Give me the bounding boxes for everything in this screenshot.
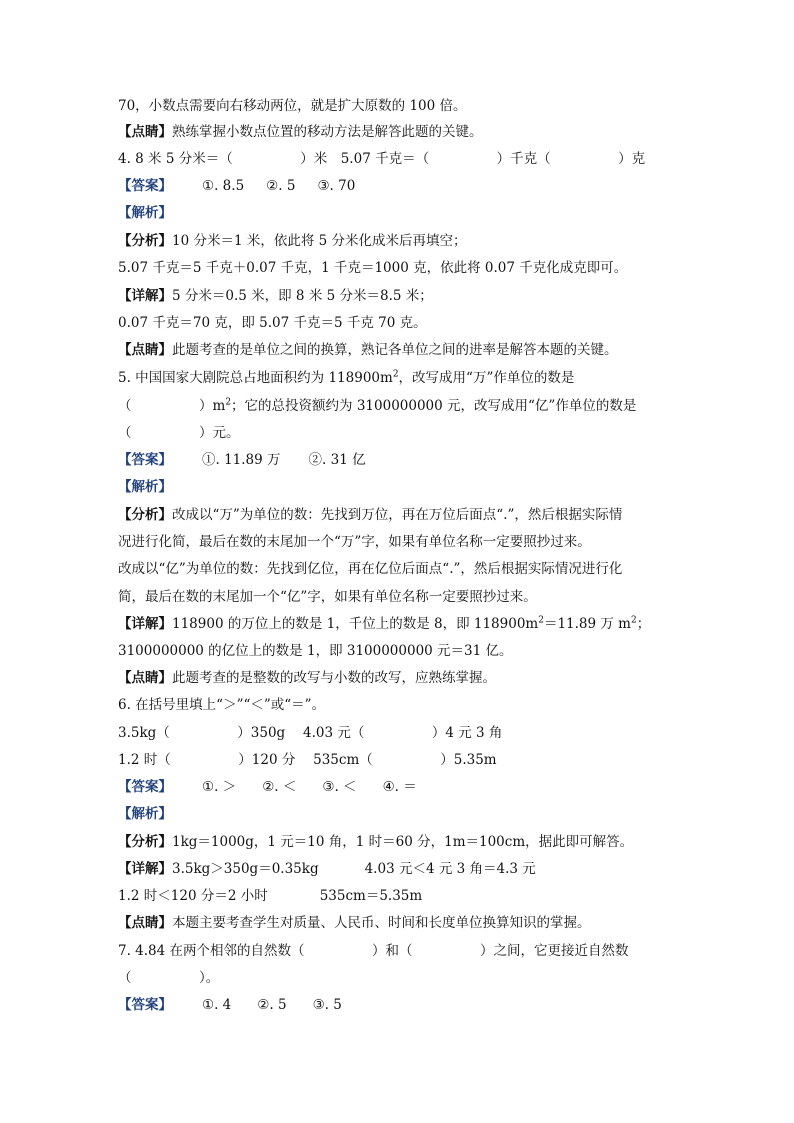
xiangjie-tag: 【详解】: [118, 288, 172, 304]
answer-2: ②. 5: [257, 997, 287, 1013]
q6-answer: [118, 777, 417, 797]
q5-fenxi-3: 改成以“亿”为单位的数：先找到亿位，再在亿位后面点“.”，然后根据实际情况进行化: [118, 561, 623, 577]
q5-fenxi-4: 简，最后在数的末尾加一个“亿”字，如果有单位名称一定要照抄过来。: [118, 589, 537, 605]
q5-xiangjie-2: 3100000000 的亿位上的数是 1，即 3100000000 元＝31 亿。: [118, 643, 513, 659]
dianjing-text: 熟练掌握小数点位置的移动方法是解答此题的关键。: [172, 124, 483, 140]
xiangjie-text: 535cm＝5.35m: [319, 888, 423, 904]
answer-2: ②. 31 亿: [308, 452, 366, 468]
xiangjie-text: 3.5kg＞350g＝0.35kg: [172, 861, 319, 877]
dianjing-tag: 【点睛】: [118, 342, 172, 358]
superscript: 2: [631, 615, 637, 626]
q5-text: （ ）m: [118, 398, 226, 414]
q5-question-line-2: [118, 396, 636, 416]
q5-text: ；它的总投资额约为 3100000000 元，改写成用“亿”作单位的数是: [231, 398, 637, 414]
fenxi-tag: 【分析】: [118, 233, 172, 249]
answer-1: ①. ＞: [202, 779, 237, 795]
q5-fenxi-1: [118, 505, 622, 525]
answer-3: ③. 70: [317, 178, 356, 194]
q4-dianjing: [118, 340, 618, 360]
q6-row-2: 1.2 时（ ）120 分 535cm（ ）5.35m: [118, 752, 497, 768]
q4-fenxi-2: 5.07 千克＝5 千克＋0.07 千克，1 千克＝1000 克，依此将 0.07 千克化成克即可。: [118, 260, 628, 276]
xiangjie-text: 1.2 时＜120 分＝2 小时: [118, 888, 268, 904]
answer-1: ①. 11.89 万: [202, 452, 281, 468]
q4-jiexi: [118, 203, 172, 223]
q6-dianjing: [118, 913, 591, 933]
q6-row-1: 3.5kg（ ）350g 4.03 元（ ）4 元 3 角: [118, 725, 503, 741]
jiexi-tag: 【解析】: [118, 806, 172, 822]
q4-fenxi-1: [118, 231, 467, 251]
answer-3: ③. 5: [312, 997, 342, 1013]
q6-xiangjie-2: [118, 886, 422, 906]
fenxi-tag: 【分析】: [118, 834, 172, 850]
q5-answer: [118, 450, 366, 470]
q4-xiangjie-1: [118, 286, 433, 306]
xiangjie-text: 5 分米＝0.5 米，即 8 米 5 分米＝8.5 米；: [172, 288, 433, 304]
answer-4: ④. ＝: [382, 779, 417, 795]
xiangjie-text: ；: [636, 616, 651, 632]
answer-2: ②. 5: [266, 178, 296, 194]
q6-question: 6. 在括号里填上“＞”“＜”或“＝”。: [118, 697, 326, 713]
q5-jiexi: [118, 477, 172, 497]
dianjing-text: 本题主要考查学生对质量、人民币、时间和长度单位换算知识的掌握。: [172, 915, 591, 931]
dianjing-text: 此题考查的是单位之间的换算，熟记各单位之间的进率是解答本题的关键。: [172, 342, 618, 358]
fenxi-text: 1kg＝1000g，1 元＝10 角，1 时＝60 分，1m＝100cm，据此即可解答。: [172, 834, 634, 850]
fenxi-tag: 【分析】: [118, 507, 172, 523]
answer-3: ③. ＜: [322, 779, 357, 795]
q4-question: 4. 8 米 5 分米＝（ ）米 5.07 千克＝（ ）千克（ ）克: [118, 151, 646, 167]
xiangjie-tag: 【详解】: [118, 616, 172, 632]
q5-text: ，改写成用“万”作单位的数是: [398, 370, 575, 386]
superscript: 2: [392, 369, 399, 380]
q6-jiexi: [118, 804, 172, 824]
q5-fenxi-2: 况进行化简，最后在数的末尾加一个“万”字，如果有单位名称一定要照抄过来。: [118, 534, 591, 550]
q4-xiangjie-2: 0.07 千克＝70 克，即 5.07 千克＝5 千克 70 克。: [118, 315, 427, 331]
jiexi-tag: 【解析】: [118, 479, 172, 495]
q5-text: 5. 中国国家大剧院总占地面积约为 118900m: [118, 370, 393, 386]
q5-dianjing: [118, 668, 496, 688]
jiexi-tag: 【解析】: [118, 205, 172, 221]
dianjing-tag: 【点睛】: [118, 915, 172, 931]
dianjing-tag: 【点睛】: [118, 670, 172, 686]
answer-tag: 【答案】: [118, 178, 172, 194]
xiangjie-text: 118900 的万位上的数是 1，千位上的数是 8，即 118900m: [172, 616, 539, 632]
answer-2: ②. ＜: [262, 779, 297, 795]
xiangjie-text: 4.03 元＜4 元 3 角＝4.3 元: [364, 861, 536, 877]
q5-question-line-1: [118, 368, 574, 388]
q6-xiangjie-1: [118, 859, 536, 879]
answer-1: ①. 4: [202, 997, 232, 1013]
q4-answer: [118, 176, 355, 196]
q5-xiangjie-1: [118, 614, 650, 634]
q5-question-line-3: （ ）元。: [118, 425, 240, 441]
q6-fenxi: [118, 832, 633, 852]
q3-dianjing: [118, 122, 483, 142]
q7-question-line-2: （ ）。: [118, 970, 220, 986]
dianjing-text: 此题考查的是整数的改写与小数的改写，应熟练掌握。: [172, 670, 496, 686]
q7-answer: [118, 995, 342, 1015]
answer-tag: 【答案】: [118, 997, 172, 1013]
q3-continuation: 70，小数点需要向右移动两位，就是扩大原数的 100 倍。: [118, 98, 467, 114]
xiangjie-text: ＝11.89 万 m: [543, 616, 631, 632]
xiangjie-tag: 【详解】: [118, 861, 172, 877]
answer-1: ①. 8.5: [202, 178, 245, 194]
dianjing-tag: 【点睛】: [118, 124, 172, 140]
q7-question-line-1: 7. 4.84 在两个相邻的自然数（ ）和（ ）之间，它更接近自然数: [118, 943, 629, 959]
fenxi-text: 改成以“万”为单位的数：先找到万位，再在万位后面点“.”，然后根据实际情: [172, 507, 623, 523]
superscript: 2: [538, 615, 544, 626]
answer-tag: 【答案】: [118, 779, 172, 795]
answer-tag: 【答案】: [118, 452, 172, 468]
fenxi-text: 10 分米＝1 米，依此将 5 分米化成米后再填空；: [172, 233, 467, 249]
superscript: 2: [225, 397, 232, 408]
